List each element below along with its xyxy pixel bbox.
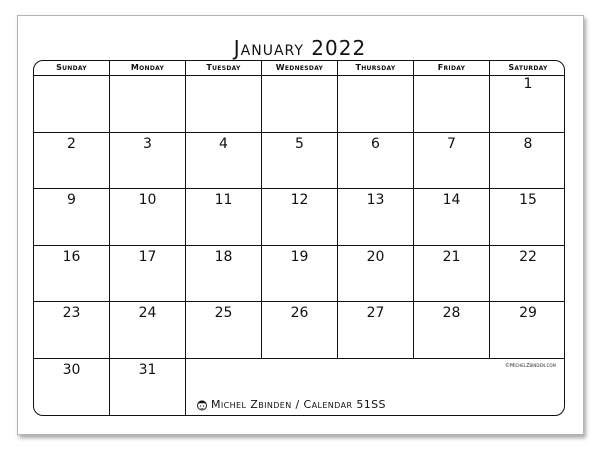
day-cell [186,76,262,133]
day-number: 9 [67,192,76,208]
day-number: 20 [366,249,385,265]
weekday-wednesday: Wednesday [262,61,338,75]
day-cell [110,76,186,133]
day-cell [338,76,414,133]
day-number: 30 [62,362,81,378]
day-number: 25 [214,305,233,321]
day-cell [262,189,338,246]
day-number: 5 [295,136,304,152]
day-cell [414,246,490,302]
day-number: 24 [138,305,157,321]
day-cell [186,189,262,246]
weekday-saturday: Saturday [508,63,548,72]
day-cell [34,302,110,359]
day-number: 23 [62,305,81,321]
day-number: 18 [214,249,233,265]
day-cell [490,246,565,302]
brand-signature [196,398,386,411]
day-cell [34,359,110,416]
day-cell [490,189,565,246]
copyright-text: ©MichelZbinden.com [505,363,556,369]
day-number: 27 [366,305,385,321]
day-cell [414,302,490,359]
day-number: 21 [442,249,461,265]
day-number: 26 [290,305,309,321]
day-cell [414,76,490,133]
day-number: 14 [442,192,461,208]
day-cell [490,133,565,189]
day-number: 15 [519,192,537,208]
weekday-monday: Monday [110,61,186,75]
day-cell [490,76,565,133]
day-cell [110,246,186,302]
day-number: 8 [523,136,533,152]
day-number: 28 [442,305,461,321]
day-cell [262,76,338,133]
day-cell [110,133,186,189]
weekday-sunday: Sunday [34,61,110,75]
day-cell [34,76,110,133]
day-cell [414,189,490,246]
weekday-friday: Friday [414,61,490,75]
calendar-title: January 2022 [233,36,367,60]
day-cell [110,189,186,246]
day-cell [186,302,262,359]
day-number: 17 [138,249,157,265]
day-cell [110,302,186,359]
day-cell [186,246,262,302]
day-cell [262,302,338,359]
day-number: 29 [519,305,537,321]
calendar-grid [33,60,565,416]
day-number: 4 [219,136,228,152]
day-number: 11 [214,192,233,208]
day-cell [262,133,338,189]
day-number: 13 [366,192,385,208]
day-number: 7 [447,136,456,152]
day-cell [34,189,110,246]
weekday-tuesday: Tuesday [186,61,262,75]
day-cell [262,246,338,302]
day-cell [34,246,110,302]
day-cell [414,133,490,189]
day-cell [186,133,262,189]
brand-text: Michel Zbinden / Calendar 51SS [211,398,386,411]
day-cell [110,359,186,416]
day-number: 10 [138,192,157,208]
day-cell [338,133,414,189]
day-number: 12 [290,192,309,208]
day-number: 16 [62,249,81,265]
day-cell [34,133,110,189]
day-number: 1 [523,76,533,92]
day-cell [338,246,414,302]
day-cell [338,302,414,359]
day-cell [338,189,414,246]
day-number: 6 [371,136,380,152]
day-number: 19 [290,249,309,265]
day-cell [490,302,565,359]
weekday-header-row [34,61,564,76]
footer-area [186,359,565,416]
weekday-thursday: Thursday [338,61,414,75]
day-number: 3 [143,136,152,152]
day-number: 31 [138,362,157,378]
day-number: 2 [67,136,76,152]
day-number: 22 [519,249,537,265]
face-icon [196,399,208,411]
